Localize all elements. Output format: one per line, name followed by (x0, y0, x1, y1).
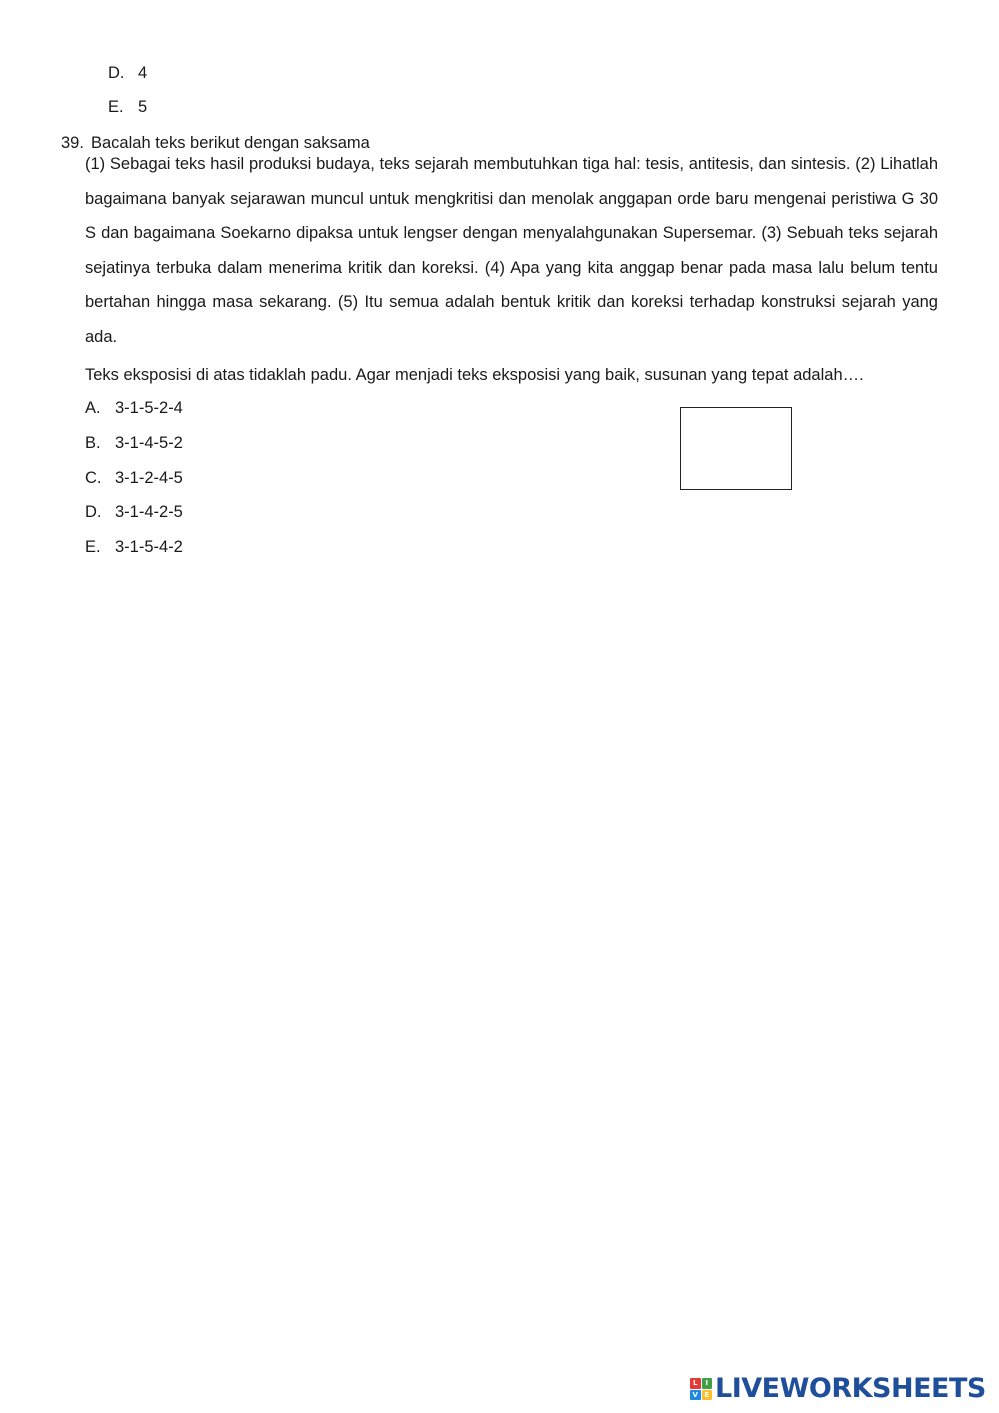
option-letter: E. (108, 98, 124, 116)
option-text: 3-1-5-4-2 (115, 538, 183, 556)
option-e (85, 537, 183, 557)
option-letter: D. (85, 503, 102, 521)
option-letter: A. (85, 399, 101, 417)
liveworksheets-wordmark: LIVEWORKSHEETS (715, 1373, 986, 1404)
logo-tile: E (702, 1390, 713, 1401)
question-passage: (1) Sebagai teks hasil produksi budaya, teks sejarah membutuhkan tiga hal: tesis, antitesis, dan sintesis. (2) Lihatlah bagaimana banyak sejarawan muncul untuk mengkritisi dan menolak anggapan orde baru mengenai peristiwa G 30 S dan bagaimana Soekarno dipaksa untuk lengser dengan menyalahgunakan Supersemar. (3) Sebuah teks sejarah sejatinya terbuka dalam menerima kritik dan koreksi. (4) Apa yang kita anggap benar pada masa lalu belum tentu bertahan hingga masa sekarang. (5) Itu semua adalah bentuk kritik dan koreksi terhadap konstruksi sejarah yang ada. (85, 155, 938, 346)
answer-input-box[interactable] (680, 407, 792, 490)
option-d (85, 502, 183, 522)
question-number: 39. (61, 134, 84, 152)
option-text: 3-1-5-2-4 (115, 399, 183, 417)
liveworksheets-logo (690, 1374, 986, 1404)
option-text: 4 (138, 64, 148, 82)
logo-tile: I (702, 1378, 713, 1389)
previous-option-d (108, 63, 147, 83)
option-letter: E. (85, 538, 101, 556)
logo-tile: V (690, 1390, 701, 1401)
option-c (85, 468, 183, 488)
option-text: 5 (138, 98, 148, 116)
question-instruction: Teks eksposisi di atas tidaklah padu. Agar menjadi teks eksposisi yang baik, susunan yang tepat adalah…. (85, 366, 864, 384)
option-letter: C. (85, 469, 102, 487)
liveworksheets-logo-icon (690, 1378, 712, 1400)
previous-option-e (108, 97, 147, 117)
option-text: 3-1-4-2-5 (115, 503, 183, 521)
option-text: 3-1-4-5-2 (115, 434, 183, 452)
logo-tile: L (690, 1378, 701, 1389)
option-b (85, 433, 183, 453)
option-letter: D. (108, 64, 125, 82)
option-letter: B. (85, 434, 101, 452)
option-text: 3-1-2-4-5 (115, 469, 183, 487)
question-prompt: Bacalah teks berikut dengan saksama (91, 134, 370, 152)
option-a (85, 398, 183, 418)
